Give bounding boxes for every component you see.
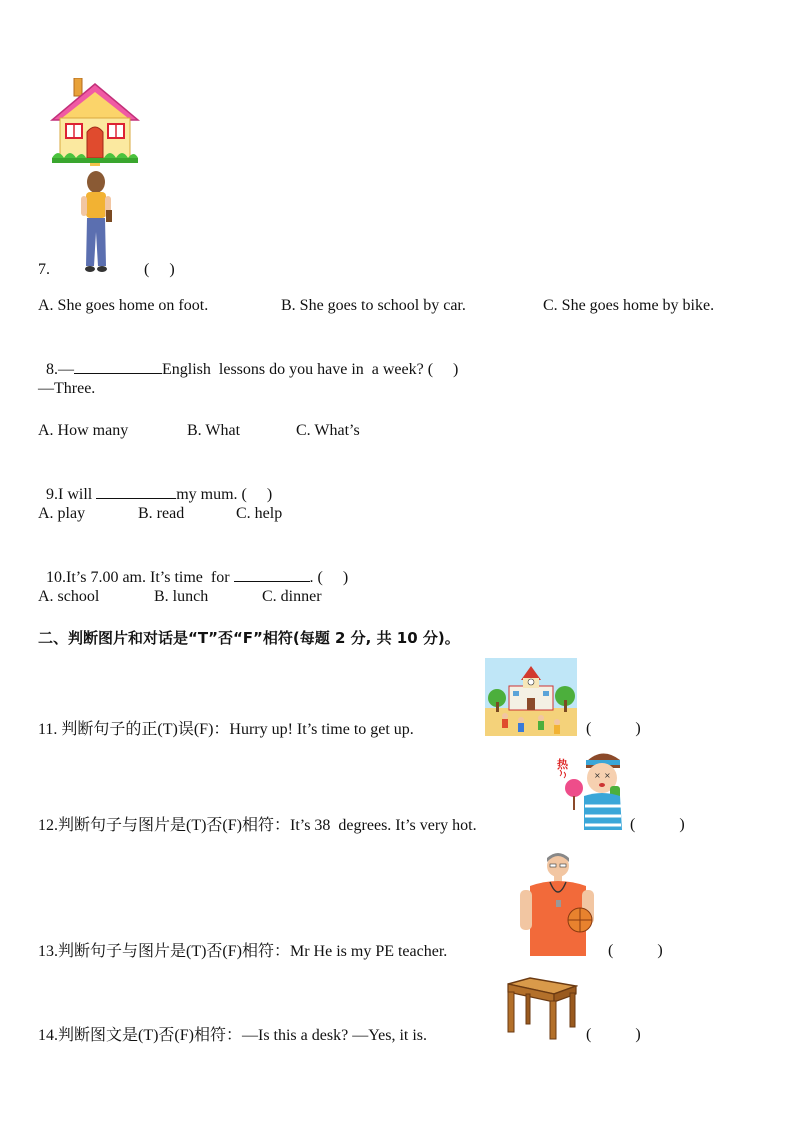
q8-option-b: B. What xyxy=(187,422,241,439)
q12-question: 12.判断句子与图片是(T)否(F)相符：It’s 38 degrees. It’s very hot. xyxy=(38,817,477,834)
pe-teacher-illustration xyxy=(520,852,600,958)
q10-option-b: B. lunch xyxy=(154,588,209,605)
q9-option-c: C. help xyxy=(236,505,283,522)
q9-option-a: A. play xyxy=(38,505,86,522)
school-playground-illustration xyxy=(485,658,577,736)
q7-answer-paren: ( ) xyxy=(144,261,175,278)
svg-text:×: × xyxy=(594,771,601,780)
q9-question xyxy=(38,463,272,505)
q8-suffix: English lessons do you have in a week? ( ) xyxy=(162,361,459,378)
house-illustration xyxy=(50,78,140,166)
section-2-heading: 二、判断图片和对话是“T”否“F”相符(每题 2 分, 共 10 分)。 xyxy=(38,629,460,647)
q10-blank xyxy=(234,566,310,582)
desk-illustration xyxy=(500,976,578,1040)
q11-answer-paren: ( ) xyxy=(586,720,641,737)
q9-blank xyxy=(96,483,176,499)
q14-question: 14.判断图文是(T)否(F)相符：—Is this a desk? —Yes, it is. xyxy=(38,1027,428,1044)
girl-walking-illustration xyxy=(76,170,116,274)
q10-prefix: 10.It’s 7.00 am. It’s time for xyxy=(46,569,234,586)
q7-option-c: C. She goes home by bike. xyxy=(543,297,715,314)
q8-blank xyxy=(74,358,162,374)
q7-option-b: B. She goes to school by car. xyxy=(281,297,466,314)
q9-prefix: 9.I will xyxy=(46,486,97,503)
q8-question xyxy=(38,338,458,380)
q10-question xyxy=(38,546,348,588)
hot-boy-fanning-illustration xyxy=(556,748,626,834)
q10-option-a: A. school xyxy=(38,588,100,605)
q14-answer-paren: ( ) xyxy=(586,1026,641,1043)
q13-question: 13.判断句子与图片是(T)否(F)相符：Mr He is my PE teacher. xyxy=(38,943,448,960)
hot-label: 热 xyxy=(557,758,568,771)
svg-text:×: × xyxy=(604,771,611,780)
q10-option-c: C. dinner xyxy=(262,588,322,605)
q8-answer-line: —Three. xyxy=(38,380,96,397)
q8-prefix: 8.— xyxy=(46,361,74,378)
q8-option-a: A. How many xyxy=(38,422,129,439)
q13-answer-paren: ( ) xyxy=(608,942,663,959)
q10-suffix: . ( ) xyxy=(309,569,349,586)
q12-answer-paren: ( ) xyxy=(630,816,685,833)
q7-number: 7. xyxy=(38,261,50,278)
q7-option-a: A. She goes home on foot. xyxy=(38,297,209,314)
q9-option-b: B. read xyxy=(138,505,185,522)
q9-suffix: my mum. ( ) xyxy=(176,486,273,503)
q11-question: 11. 判断句子的正(T)误(F)：Hurry up! It’s time to get up. xyxy=(38,721,414,738)
q8-option-c: C. What’s xyxy=(296,422,360,439)
